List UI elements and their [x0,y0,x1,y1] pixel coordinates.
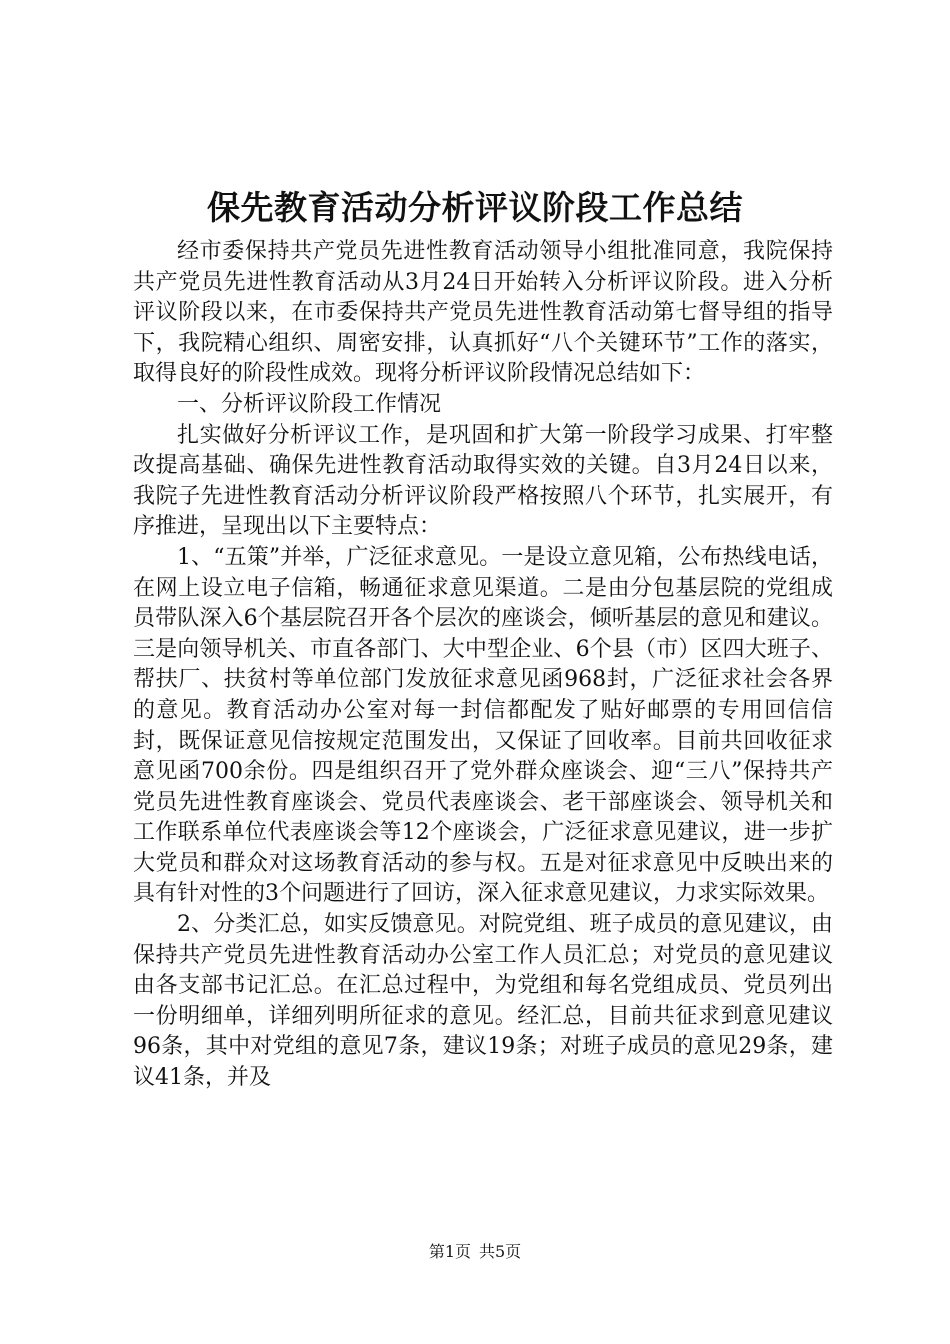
document-title: 保先教育活动分析评议阶段工作总结 [207,188,743,227]
page-footer [0,1242,950,1262]
paragraph-item-1: 1、“五策”并举，广泛征求意见。一是设立意见箱，公布热线电话，在网上设立电子信箱，畅通征求意见渠道。二是由分包基层院的党组成员带队深入6个基层院召开各个层次的座谈会，倾听基层的意见和建议。三是向领导机关、市直各部门、大中型企业、6个县（市）区四大班子、帮扶厂、扶贫村等单位部门发放征求意见函968封，广泛征求社会各界的意见。教育活动办公室对每一封信都配发了贴好邮票的专用回信信封，既保证意见信按规定范围发出，又保证了回收率。目前共回收征求意见函700余份。四是组织召开了党外群众座谈会、迎“三八”保持共产党员先进性教育座谈会、党员代表座谈会、老干部座谈会、领导机关和工作联系单位代表座谈会等12个座谈会，广泛征求意见建议，进一步扩大党员和群众对这场教育活动的参与权。五是对征求意见中反映出来的具有针对性的3个问题进行了回访，深入征求意见建议，力求实际效果。 [133,544,833,907]
page-total: 共5页 [479,1242,522,1261]
paragraph-intro: 经市委保持共产党员先进性教育活动领导小组批准同意，我院保持共产党员先进性教育活动从3月24日开始转入分析评议阶段。进入分析评议阶段以来，在市委保持共产党员先进性教育活动第七督导组的指导下，我院精心组织、周密安排，认真抓好“八个关键环节”工作的落实，取得良好的阶段性成效。现将分析评议阶段情况总结如下： [133,239,833,387]
paragraph-overview: 扎实做好分析评议工作，是巩固和扩大第一阶段学习成果、打牢整改提高基础、确保先进性教育活动取得实效的关键。自3月24日以来，我院子先进性教育活动分析评议阶段严格按照八个环节，扎实展开，有序推进，呈现出以下主要特点： [133,422,833,540]
page-number: 第1页 [428,1242,471,1261]
document-body [133,237,833,1094]
paragraph-item-2: 2、分类汇总，如实反馈意见。对院党组、班子成员的意见建议，由保持共产党员先进性教育活动办公室工作人员汇总；对党员的意见建议由各支部书记汇总。在汇总过程中，为党组和每名党组成员、党员列出一份明细单，详细列明所征求的意见。经汇总，目前共征求到意见建议96条，其中对党组的意见7条，建议19条；对班子成员的意见29条，建议41条，并及 [133,912,833,1091]
section-heading: 一、分析评议阶段工作情况 [177,391,442,417]
